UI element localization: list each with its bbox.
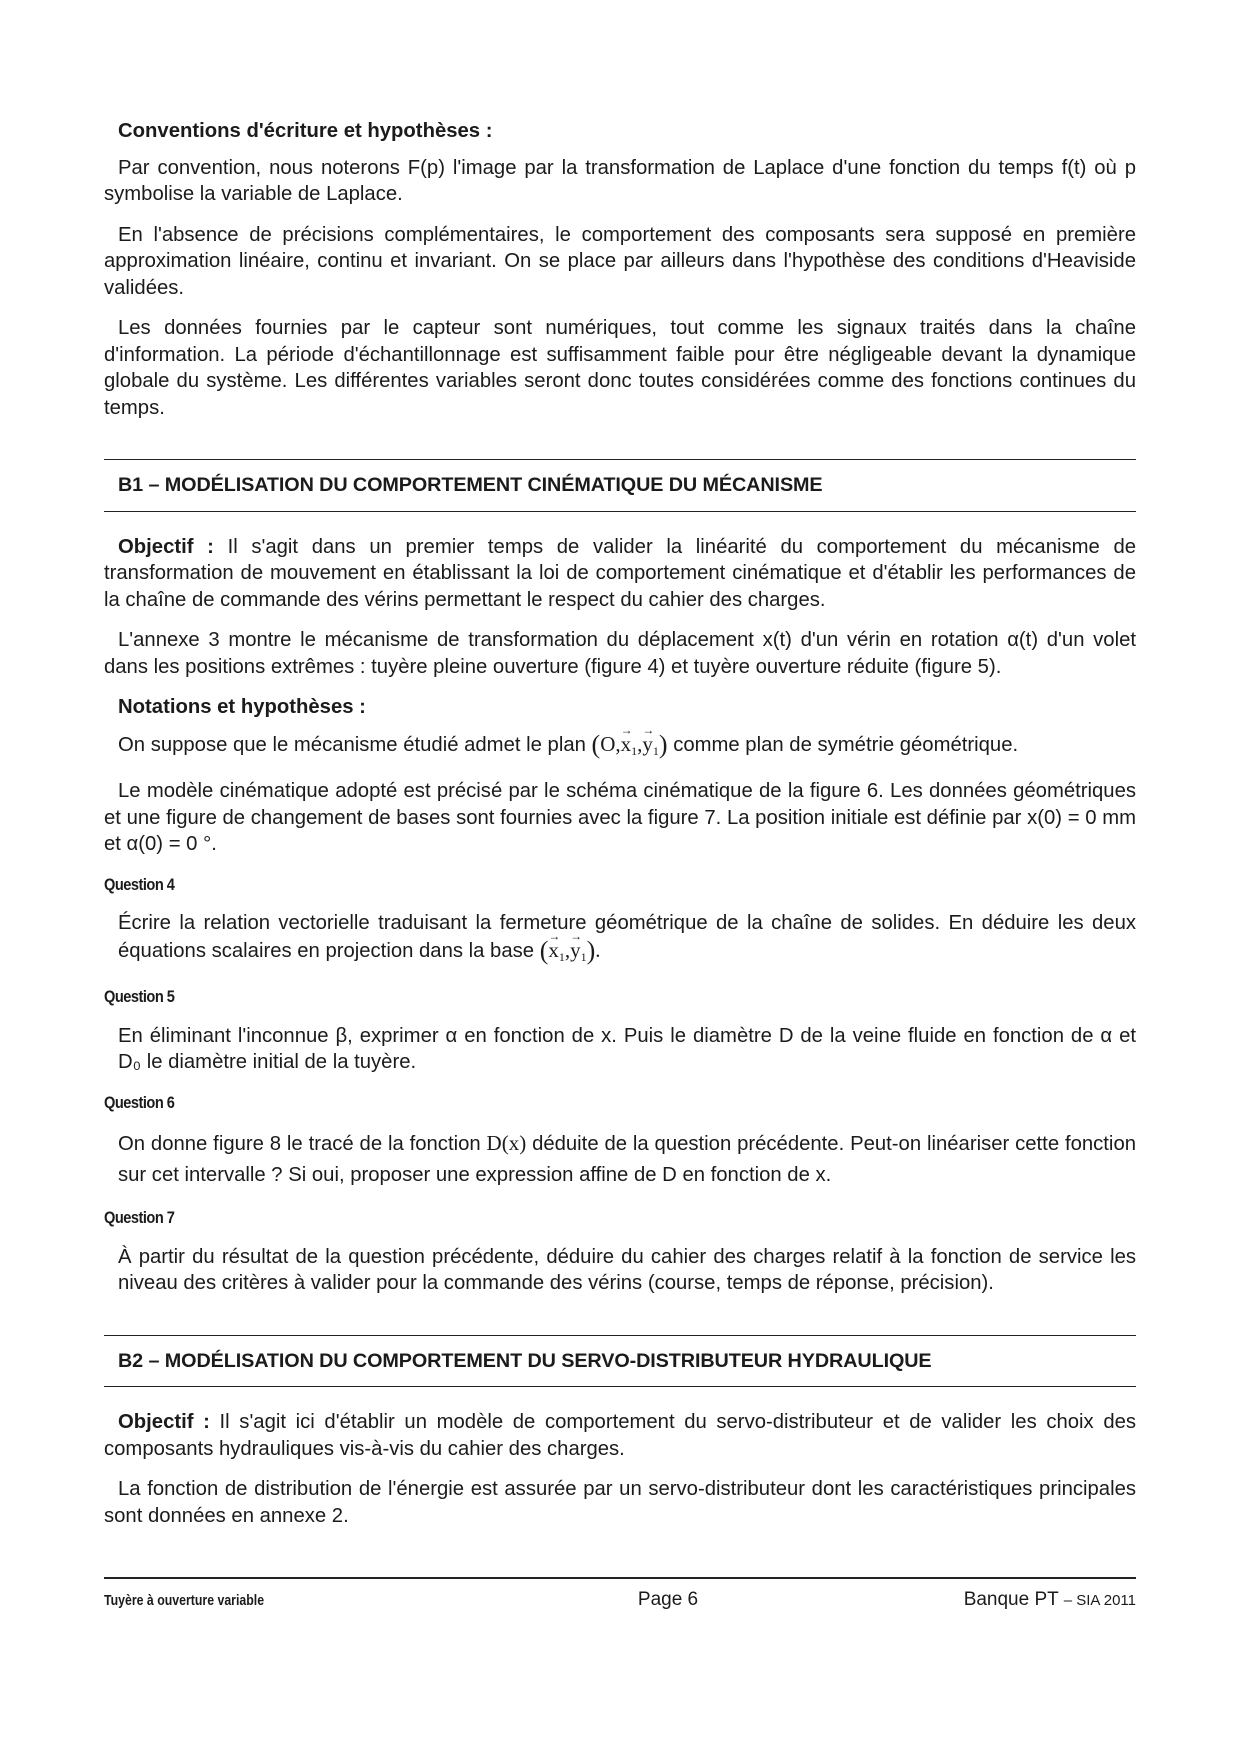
footer-document-title: Tuyère à ouverture variable [104, 1593, 265, 1609]
page-footer [104, 1577, 1136, 1615]
b1-objectif [104, 534, 1136, 614]
question-6-text [118, 1128, 1136, 1191]
footer-source-main: Banque PT [963, 1589, 1059, 1610]
conventions-heading: Conventions d'écriture et hypothèses : [118, 120, 493, 142]
conventions-paragraph-2: En l'absence de précisions complémentaires, le comportement des composants sera supposé en première approximation linéaire, continu et invariant. On se place par ailleurs dans l'hypothèse des conditions d'Heaviside validées. [104, 223, 1136, 299]
section-b1-title: B1 – MODÉLISATION DU COMPORTEMENT CINÉMATIQUE DU MÉCANISME [118, 474, 823, 496]
q6-before: On donne figure 8 le tracé de la fonction [118, 1133, 481, 1155]
symmetry-after: comme plan de symétrie géométrique. [673, 733, 1019, 756]
conventions-paragraph-1: Par convention, nous noterons F(p) l'image par la transformation de Laplace d'une fonction du temps f(t) où p symbolise la variable de Laplace. [104, 156, 1136, 205]
b1-annexe-paragraph: L'annexe 3 montre le mécanisme de transformation du déplacement x(t) d'un vérin en rotation α(t) d'un volet dans les positions extrêmes : tuyère pleine ouverture (figure 4) et tuyère ouverture réduite (figure 5). [104, 629, 1136, 678]
section-b2-title: B2 – MODÉLISATION DU COMPORTEMENT DU SERVO-DISTRIBUTEUR HYDRAULIQUE [118, 1349, 932, 1372]
symmetry-before: On suppose que le mécanisme étudié admet le plan [118, 733, 586, 756]
footer-source-year: – SIA 2011 [1063, 1592, 1136, 1609]
conventions-paragraph-3: Les données fournies par le capteur sont numériques, tout comme les signaux traités dans la chaîne d'information. La période d'échantillonnage est suffisamment faible pour être négligeable devant la dynamique globale du système. Les différentes variables seront donc toutes considérées comme des fonctions continues du temps. [104, 317, 1136, 419]
question-5-text: En éliminant l'inconnue β, exprimer α en fonction de x. Puis le diamètre D de la veine fluide en fonction de α et D₀ le diamètre initial de la tuyère. [118, 1024, 1136, 1073]
question-6-label: Question 6 [104, 1092, 175, 1112]
question-4-text [118, 910, 1136, 970]
footer-source [964, 1587, 1136, 1615]
question-4-label: Question 4 [104, 874, 175, 894]
objectif-text: Il s'agit dans un premier temps de valider la linéarité du comportement du mécanisme de transformation de mouvement en établissant la loi de comportement cinématique et d'établir les performances de la chaîne de commande des vérins permettant le respect du cahier des charges. [104, 535, 1137, 611]
question-5-label: Question 5 [104, 987, 175, 1006]
b2-distribution-paragraph: La fonction de distribution de l'énergie est assurée par un servo-distributeur dont les caractéristiques principales sont données en annexe 2. [104, 1478, 1136, 1527]
b2-objectif [104, 1409, 1136, 1462]
plane-notation: $(O,\to x_1,\to y_1)$ [592, 732, 668, 756]
q4-sentence: Écrire la relation vectorielle traduisant la fermeture géométrique de la chaîne de solides. En déduire les deux équations scalaires en projection dans la base [118, 912, 1136, 962]
function-notation: D(x) [486, 1131, 527, 1155]
question-7-label: Question 7 [104, 1208, 175, 1227]
footer-page-number: Page 6 [637, 1589, 699, 1610]
section-rule [104, 1386, 1136, 1387]
question-7-text: À partir du résultat de la question précédente, déduire du cahier des charges relatif à la fonction de service les niveau des critères à valider pour la commande des vérins (course, temps de réponse, précision). [118, 1245, 1136, 1294]
objectif-label: Objectif : [118, 535, 214, 558]
model-paragraph: Le modèle cinématique adopté est précisé par le schéma cinématique de la figure 6. Les données géométriques et une figure de changement de bases sont fournies avec la figure 7. La position initiale est définie par x(0) = 0 mm et α(0) = 0 °. [104, 780, 1136, 855]
base-notation: (→ $x_1,\to y_1$). [540, 938, 601, 962]
objectif-label: Objectif : [118, 1411, 210, 1433]
objectif-text: Il s'agit ici d'établir un modèle de comportement du servo-distributeur et de valider les choix des composants hydrauliques vis-à-vis du cahier des charges. [104, 1411, 1137, 1460]
symmetry-sentence [118, 731, 1136, 765]
notations-heading: Notations et hypothèses : [118, 696, 366, 718]
q6-after: déduite de la question précédente. Peut-on linéariser cette fonction sur cet intervalle ? Si oui, proposer une expression affine de D en fonction de x. [118, 1133, 1136, 1186]
section-rule [104, 511, 1136, 512]
